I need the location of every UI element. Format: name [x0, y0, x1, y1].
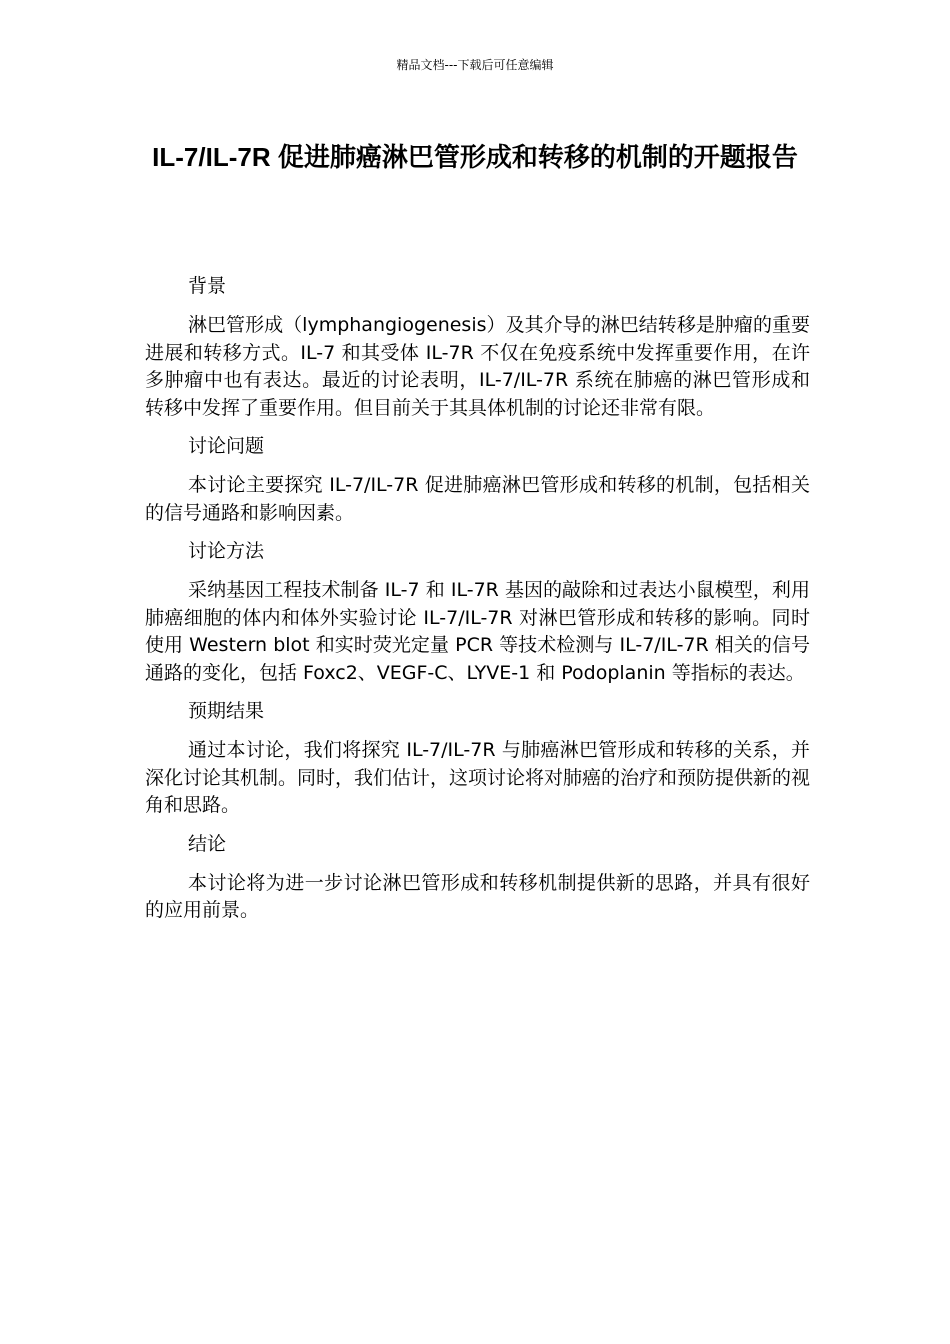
section-heading: 讨论问题 [188, 435, 265, 457]
section-paragraph: 本讨论主要探究 IL-7/IL-7R 促进肺癌淋巴管形成和转移的机制，包括相关的信号通路和影响因素。 [145, 474, 810, 524]
section-background [145, 270, 810, 422]
section-heading: 预期结果 [188, 700, 265, 722]
document-title: IL-7/IL-7R 促进肺癌淋巴管形成和转移的机制的开题报告 [152, 142, 798, 172]
section-heading: 结论 [188, 832, 227, 855]
section-conclusion [145, 828, 810, 925]
header-note: 精品文档---下载后可任意编辑 [396, 58, 554, 72]
document-body [145, 270, 810, 933]
section-paragraph: 淋巴管形成（lymphangiogenesis）及其介导的淋巴结转移是肿瘤的重要进展和转移方式。IL-7 和其受体 IL-7R 不仅在免疫系统中发挥重要作用，在许多肿瘤中也有表达。最近的讨论表明，IL-7/IL-7R 系统在肺癌的淋巴管形成和转移中发挥了重要作用。但目前关于其具体机制的讨论还非常有限。 [145, 314, 810, 419]
section-paragraph: 通过本讨论，我们将探究 IL-7/IL-7R 与肺癌淋巴管形成和转移的关系，并深化讨论其机制。同时，我们估计，这项讨论将对肺癌的治疗和预防提供新的视角和思路。 [145, 739, 811, 816]
section-paragraph: 采纳基因工程技术制备 IL-7 和 IL-7R 基因的敲除和过表达小鼠模型，利用肺癌细胞的体内和体外实验讨论 IL-7/IL-7R 对淋巴管形成和转移的影响。同时使用 Western blot 和实时荧光定量 PCR 等技术检测与 IL-7/IL-7R 相关的信号通路的变化，包括 Foxc2、VEGF-C、LYVE-1 和 Podoplanin 等指标的表达。 [145, 579, 810, 684]
section-heading: 讨论方法 [188, 540, 265, 562]
section-heading: 背景 [188, 275, 227, 297]
section-research-question [145, 430, 810, 527]
section-methods [145, 535, 810, 687]
section-expected-results [145, 695, 810, 820]
section-paragraph: 本讨论将为进一步讨论淋巴管形成和转移机制提供新的思路，并具有很好的应用前景。 [145, 871, 810, 921]
